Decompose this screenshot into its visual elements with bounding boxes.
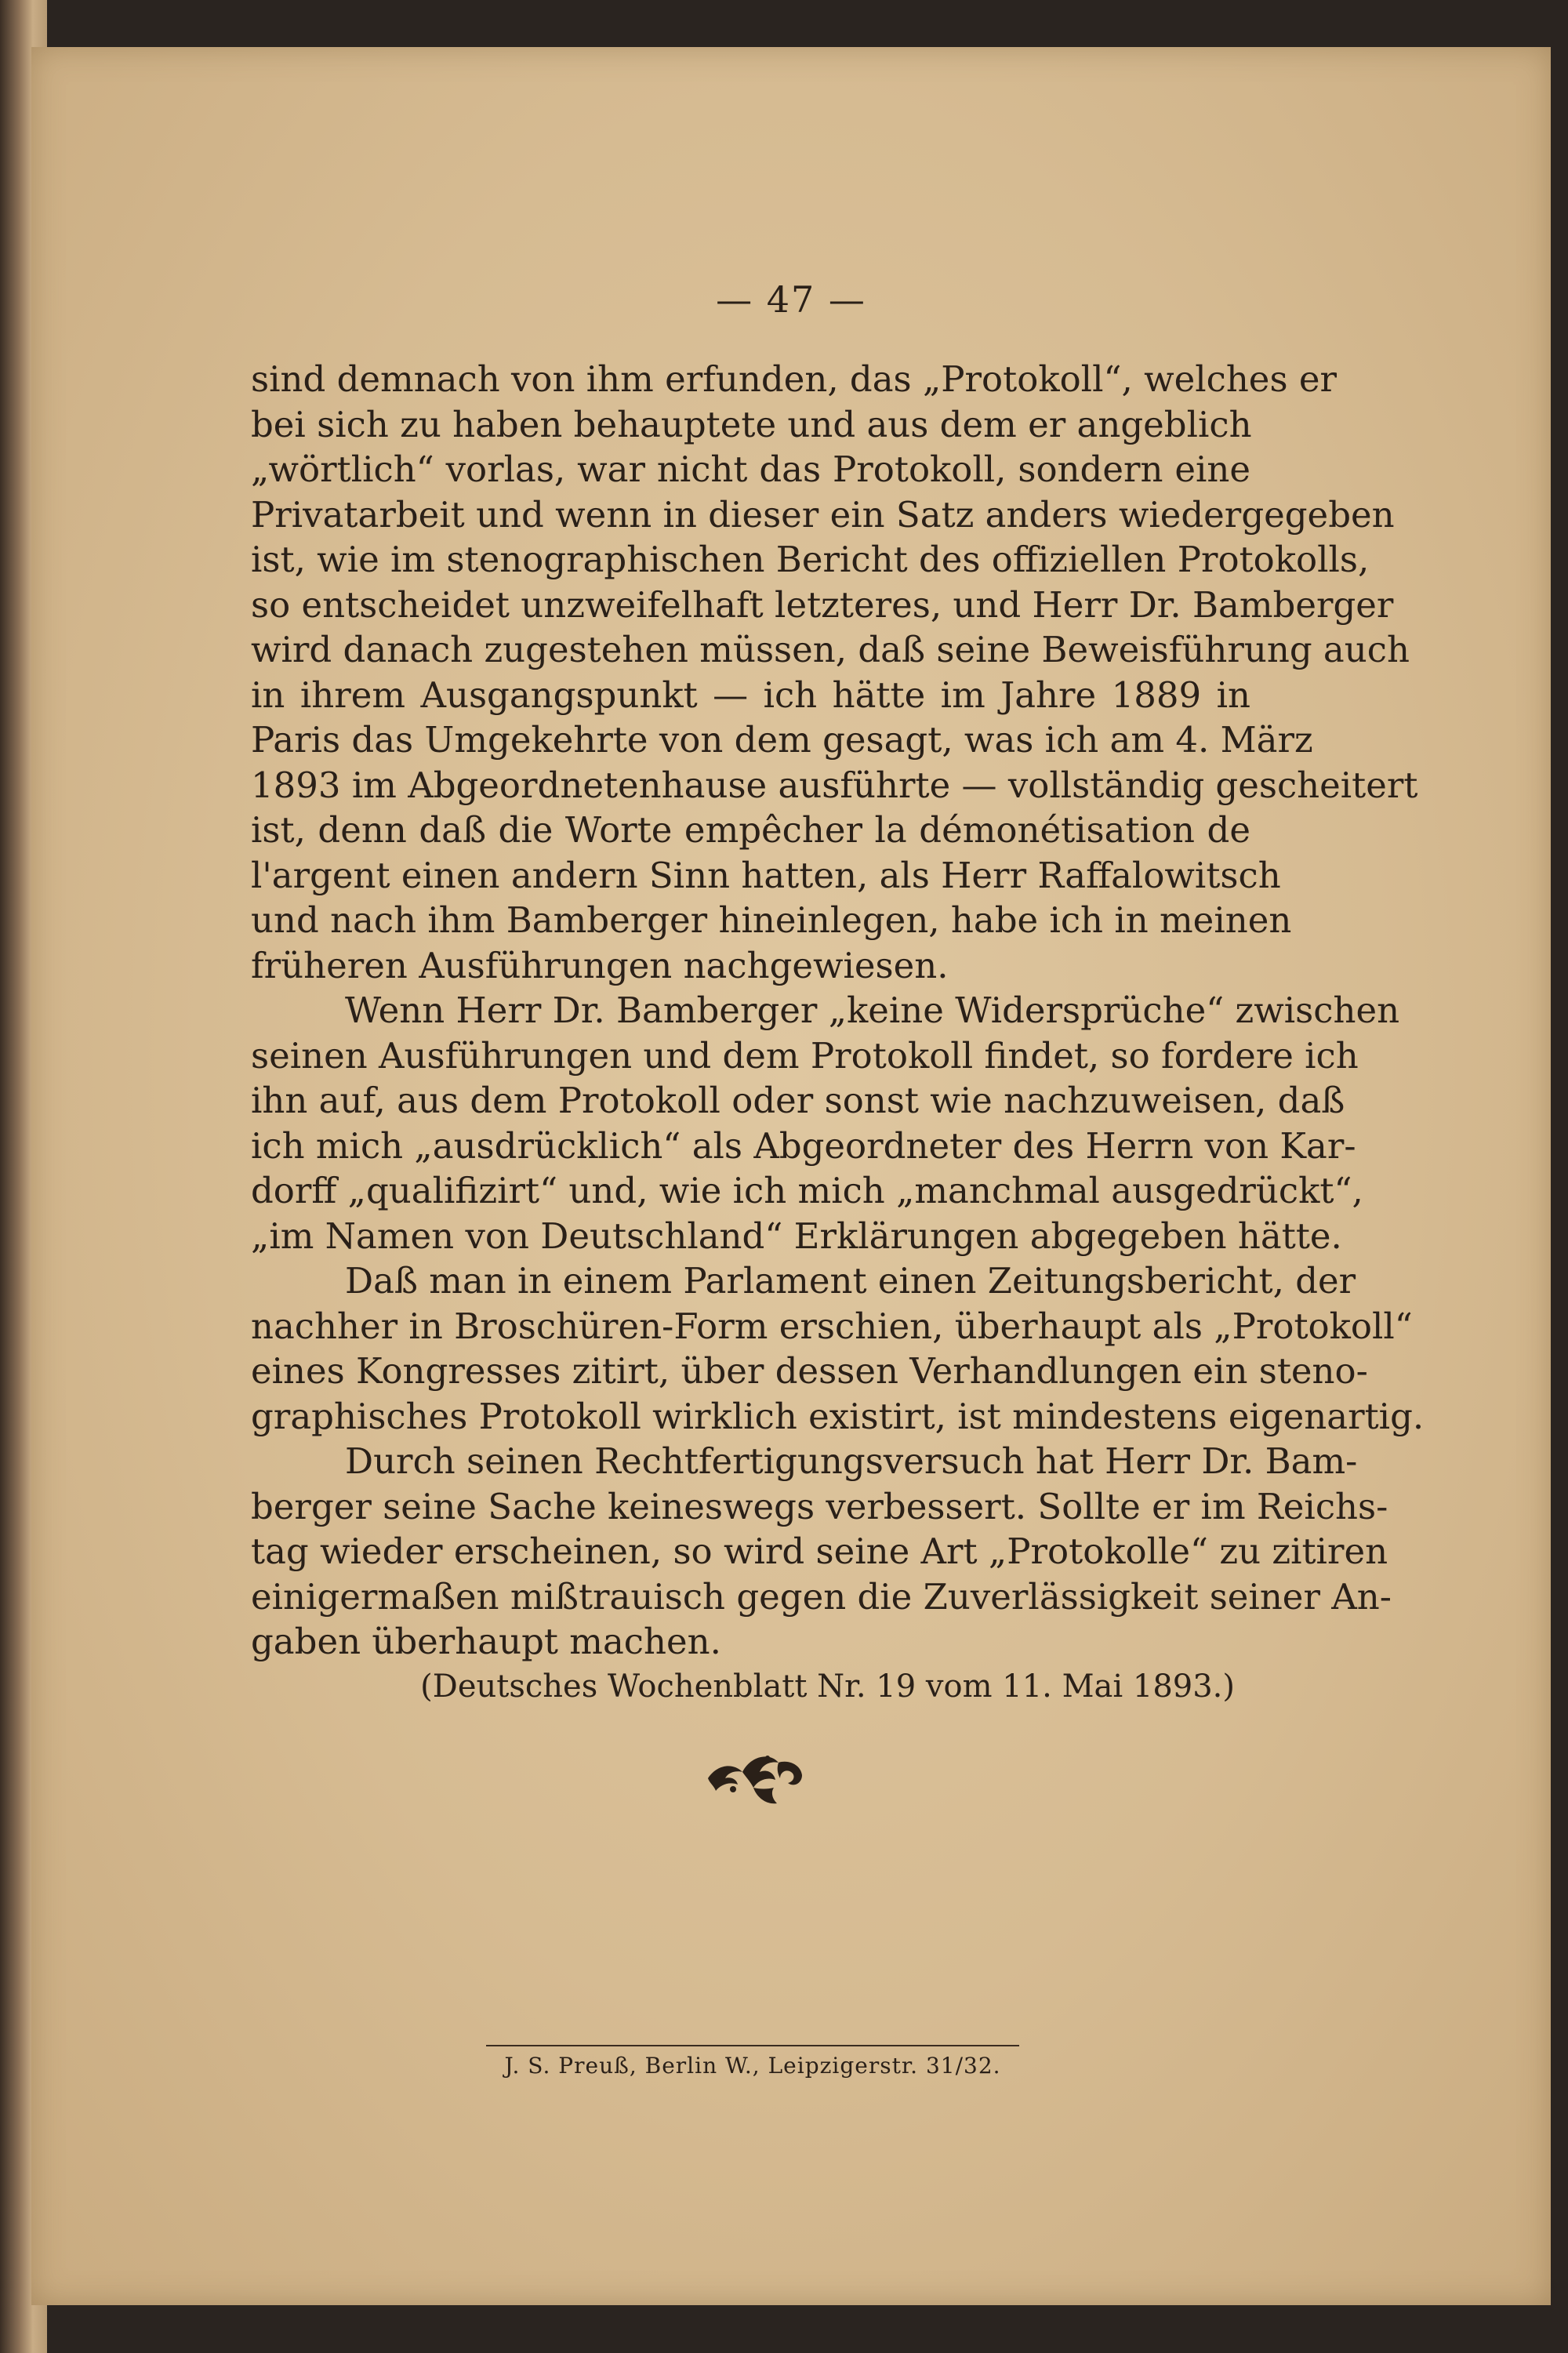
paragraph-first-line: Wenn Herr Dr. Bamberger „keine Widersprüche“ zwischen: [345, 989, 1400, 1031]
text-line: wird danach zugestehen müssen, daß seine Beweisführung auch: [251, 629, 1410, 670]
text-line: ich mich „ausdrücklich“ als Abgeordneter des Herrn von Kar-: [251, 1124, 1356, 1167]
text-line: bei sich zu haben behauptete und aus dem er angeblich: [251, 403, 1252, 445]
printer-imprint: J. S. Preuß, Berlin W., Leipzigerstr. 31/32.: [486, 2045, 1019, 2079]
page-number: — 47 —: [716, 278, 866, 321]
text-line: „im Namen von Deutschland“ Erklärungen abgegeben hätte.: [251, 1215, 1342, 1257]
text-line: früheren Ausführungen nachgewiesen.: [251, 944, 949, 986]
text-line: ist, wie im stenographischen Bericht des offiziellen Protokolls,: [251, 539, 1370, 580]
text-line: ist, denn daß die Worte empêcher la démonétisation de: [251, 809, 1250, 851]
fleuron-ornament-icon: [702, 1741, 819, 1811]
text-line: l'argent einen andern Sinn hatten, als Herr Raffalowitsch: [251, 854, 1281, 896]
text-line: Privatarbeit und wenn in dieser ein Satz anders wiedergegeben: [251, 493, 1395, 536]
paragraph-first-line: Durch seinen Rechtfertigungsversuch hat Herr Dr. Bam-: [345, 1440, 1358, 1482]
text-line: graphisches Protokoll wirklich existirt, ist mindestens eigenartig.: [251, 1395, 1425, 1437]
text-line: seinen Ausführungen und dem Protokoll findet, so fordere ich: [251, 1034, 1359, 1077]
text-line: Paris das Umgekehrte von dem gesagt, was ich am 4. März: [251, 719, 1313, 761]
text-line: 1893 im Abgeordnetenhause ausführte — vollständig gescheitert: [251, 764, 1418, 806]
source-citation: (Deutsches Wochenblatt Nr. 19 vom 11. Mai 1893.): [420, 1668, 1235, 1705]
text-line: gaben überhaupt machen.: [251, 1621, 721, 1662]
text-line: nachher in Broschüren-Form erschien, überhaupt als „Protokoll“: [251, 1305, 1413, 1347]
text-line: ihn auf, aus dem Protokoll oder sonst wie nachzuweisen, daß: [251, 1080, 1345, 1121]
text-line: und nach ihm Bamberger hineinlegen, habe ich in meinen: [251, 899, 1292, 941]
text-line: dorff „qualifizirt“ und, wie ich mich „manchmal ausgedrückt“,: [251, 1170, 1363, 1211]
text-line: einigermaßen mißtrauisch gegen die Zuverlässigkeit seiner An-: [251, 1575, 1392, 1618]
text-line: „wörtlich“ vorlas, war nicht das Protokoll, sondern eine: [251, 448, 1250, 490]
book-page: [31, 47, 1551, 2305]
body-text: [251, 357, 1425, 1709]
text-line: in ihrem Ausgangspunkt — ich hätte im Jahre 1889 in: [251, 674, 1250, 716]
text-line: sind demnach von ihm erfunden, das „Protokoll“, welches er: [251, 358, 1337, 400]
text-line: so entscheidet unzweifelhaft letzteres, und Herr Dr. Bamberger: [251, 583, 1394, 626]
text-line: eines Kongresses zitirt, über dessen Verhandlungen ein steno-: [251, 1350, 1368, 1392]
paragraph-first-line: Daß man in einem Parlament einen Zeitungsbericht, der: [345, 1260, 1356, 1302]
text-line: berger seine Sache keineswegs verbessert. Sollte er im Reichs-: [251, 1485, 1388, 1527]
text-line: tag wieder erscheinen, so wird seine Art „Protokolle“ zu zitiren: [251, 1531, 1388, 1572]
